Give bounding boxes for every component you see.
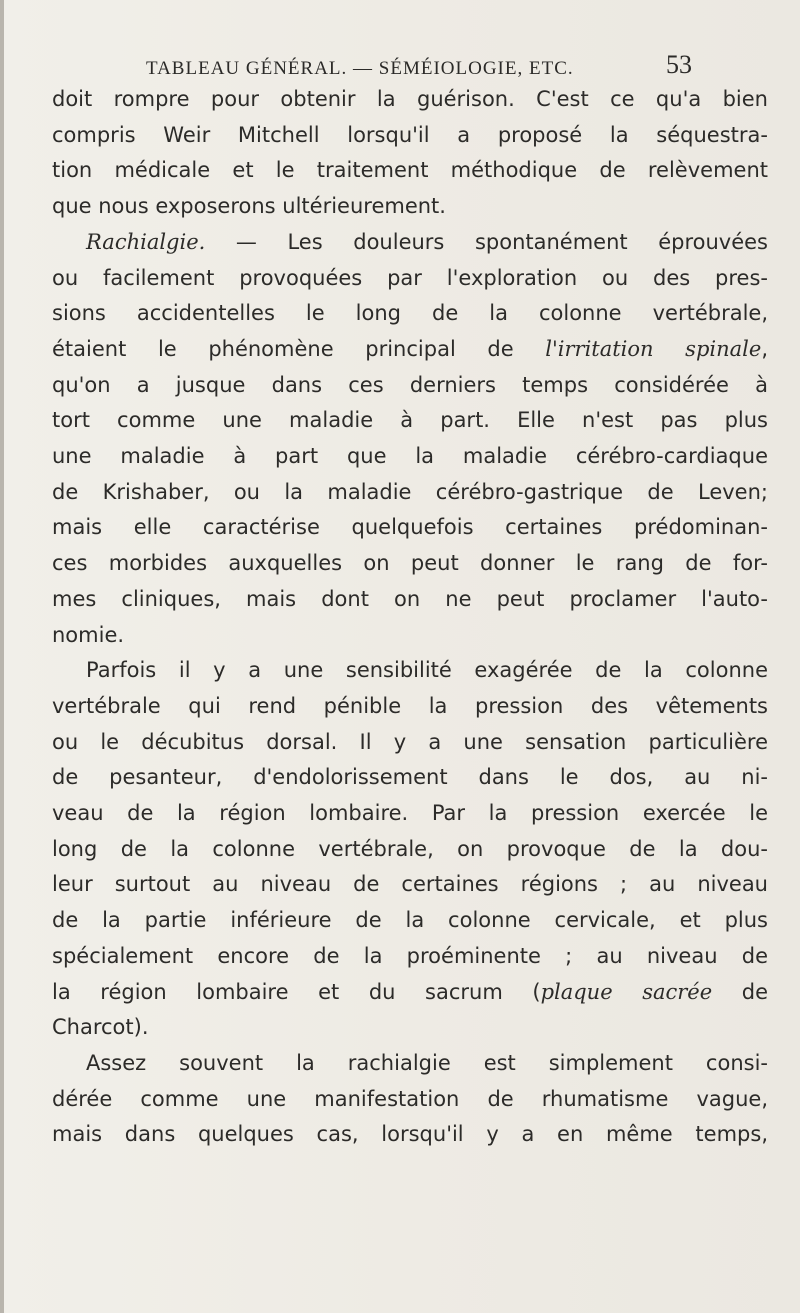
italic-term: l'irritation spinale xyxy=(545,336,762,361)
line-text: mais elle caractérise quelquefois certaines prédominan- xyxy=(52,515,768,540)
text-line xyxy=(52,725,768,761)
italic-heading: Rachialgie. xyxy=(86,229,206,254)
line-text: que nous exposerons ultérieurement. xyxy=(52,194,446,219)
text-line xyxy=(52,403,768,439)
line-text: Parfois il y a une sensibilité exagérée de la colonne xyxy=(86,658,768,683)
line-text: compris Weir Mitchell lorsqu'il a proposé la séquestra- xyxy=(52,122,768,147)
text-line xyxy=(52,1010,768,1046)
line-text: une maladie à part que la maladie cérébro-cardiaque xyxy=(52,444,768,469)
line-text: de pesanteur, d'endolorissement dans le dos, au ni- xyxy=(52,765,768,790)
line-text: mes cliniques, mais dont on ne peut proclamer l'auto- xyxy=(52,586,768,611)
text-line xyxy=(52,510,768,546)
line-text: qu'on a jusque dans ces derniers temps considérée à xyxy=(52,372,768,397)
line-text: dérée comme une manifestation de rhumatisme vague, xyxy=(52,1086,768,1111)
page-binding-edge xyxy=(0,0,4,1313)
line-text: ces morbides auxquelles on peut donner le rang de for- xyxy=(52,551,768,576)
text-line xyxy=(52,261,768,297)
page-number: 53 xyxy=(666,50,692,79)
line-text: nomie. xyxy=(52,622,125,647)
text-line xyxy=(52,903,768,939)
text-line xyxy=(52,439,768,475)
text-line xyxy=(52,82,768,118)
text-line xyxy=(52,832,768,868)
text-line xyxy=(52,546,768,582)
text-line xyxy=(52,653,768,689)
italic-term: plaque sacrée xyxy=(540,979,713,1004)
text-line xyxy=(52,618,768,654)
text-line xyxy=(52,1082,768,1118)
text-line xyxy=(52,939,768,975)
line-text: étaient le phénomène principal de xyxy=(52,336,546,361)
text-line xyxy=(52,760,768,796)
line-text-after: de xyxy=(712,979,768,1004)
line-text: de la partie inférieure de la colonne cervicale, et plus xyxy=(52,908,768,933)
text-line xyxy=(52,296,768,332)
line-text-after: , xyxy=(761,336,768,361)
line-text: ou facilement provoquées par l'exploration ou des pres- xyxy=(52,265,768,290)
line-text: veau de la région lombaire. Par la pression exercée le xyxy=(52,801,768,826)
line-text: sions accidentelles le long de la colonne vertébrale, xyxy=(52,301,768,326)
text-line xyxy=(52,867,768,903)
text-line xyxy=(52,368,768,404)
text-line xyxy=(52,796,768,832)
text-line xyxy=(52,225,768,261)
line-text: Charcot). xyxy=(52,1015,149,1040)
text-line xyxy=(52,475,768,511)
text-line xyxy=(52,153,768,189)
running-head: TABLEAU GÉNÉRAL. — SÉMÉIOLOGIE, ETC. xyxy=(146,58,574,79)
line-text: la région lombaire et du sacrum ( xyxy=(52,979,541,1004)
text-line xyxy=(52,189,768,225)
line-text: — Les douleurs spontanément éprouvées xyxy=(205,229,768,254)
text-line xyxy=(52,689,768,725)
body-text xyxy=(52,82,768,1153)
text-line xyxy=(52,332,768,368)
text-line xyxy=(52,118,768,154)
line-text: tort comme une maladie à part. Elle n'est pas plus xyxy=(52,408,768,433)
line-text: spécialement encore de la proéminente ; au niveau de xyxy=(52,943,768,968)
line-text: Assez souvent la rachialgie est simplement consi- xyxy=(86,1050,768,1075)
line-text: ou le décubitus dorsal. Il y a une sensation particulière xyxy=(52,729,768,754)
line-text: vertébrale qui rend pénible la pression des vêtements xyxy=(52,693,768,718)
text-line xyxy=(52,1046,768,1082)
line-text: mais dans quelques cas, lorsqu'il y a en même temps, xyxy=(52,1122,768,1147)
line-text: doit rompre pour obtenir la guérison. C'est ce qu'a bien xyxy=(52,87,768,111)
line-text: tion médicale et le traitement méthodique de relèvement xyxy=(52,158,768,183)
line-text: de Krishaber, ou la maladie cérébro-gastrique de Leven; xyxy=(52,479,768,504)
text-line xyxy=(52,1117,768,1153)
line-text: leur surtout au niveau de certaines régions ; au niveau xyxy=(52,872,768,897)
text-line xyxy=(52,582,768,618)
line-text: long de la colonne vertébrale, on provoque de la dou- xyxy=(52,836,768,861)
text-line xyxy=(52,975,768,1011)
